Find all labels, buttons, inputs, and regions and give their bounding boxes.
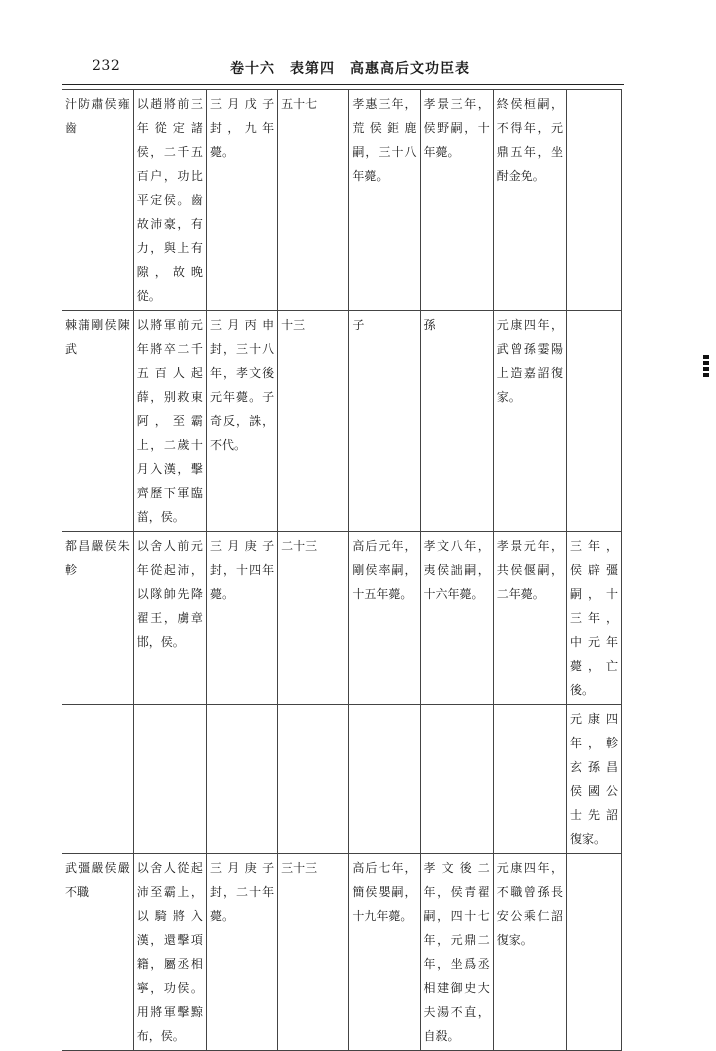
table-cell: 高后元年，剛侯率嗣，十五年薨。 [349,532,420,705]
table-cell [206,705,277,854]
table-cell: 三月庚子封，二十年薨。 [206,854,277,1051]
table-row [62,90,622,311]
table-cell [567,311,622,532]
page-number: 232 [92,58,121,74]
table-cell: 十三 [278,311,349,532]
table-cell [420,705,493,854]
table-cell: 三月庚子封，十四年薨。 [206,532,277,705]
table-cell: 三十三 [278,854,349,1051]
table-cell [493,705,566,854]
table-cell: 汁防肅侯雍齒 [62,90,133,311]
table-cell: 孝文後二年，侯青翟嗣，四十七年，元鼎二年，坐爲丞相建御史大夫湯不直，自殺。 [420,854,493,1051]
meritorious-officials-table [62,89,622,1051]
table-cell: 子 [349,311,420,532]
table-cell: 元康四年，武曾孫霎陽上造嘉詔復家。 [493,311,566,532]
table-cell [567,854,622,1051]
table-cell [349,705,420,854]
table-cell: 高后七年，簡侯嬰嗣，十九年薨。 [349,854,420,1051]
table-cell: 以舍人從起沛至霸上，以騎將入漢，還擊項籍，屬丞相寧，功侯。用將軍擊黥布，侯。 [133,854,206,1051]
header-rule [62,84,624,85]
table-cell: 以將軍前元年將卒二千五百人起薛，别救東阿，至霸上，二歲十月入漢，擊齊歷下軍臨菑，侯。 [133,311,206,532]
table-row [62,532,622,705]
table-cell: 元康四年，軫玄孫昌侯國公士先詔復家。 [567,705,622,854]
running-head: 卷十六 表第四 高惠高后文功臣表 [230,61,470,77]
table-cell [567,90,622,311]
table-cell: 孫 [420,311,493,532]
table-cell [278,705,349,854]
table-row [62,705,622,854]
table-cell: 棘蒲剛侯陳武 [62,311,133,532]
table-row [62,311,622,532]
table-cell: 武彊嚴侯嚴不職 [62,854,133,1051]
table-cell: 孝景三年，侯野嗣，十年薨。 [420,90,493,311]
table-row [62,854,622,1051]
thumb-index-mark [703,355,709,377]
table-cell: 孝惠三年，荒侯鉅鹿嗣，三十八年薨。 [349,90,420,311]
table-cell: 終侯桓嗣，不得年，元鼎五年，坐酎金免。 [493,90,566,311]
table-cell: 以舍人前元年從起沛，以隊帥先降翟王，虜章邯，侯。 [133,532,206,705]
table-cell: 三年，侯辟彊嗣，十三年，中元年薨，亡後。 [567,532,622,705]
table-cell: 孝景元年，共侯偃嗣，二年薨。 [493,532,566,705]
table-cell: 五十七 [278,90,349,311]
table-cell: 都昌嚴侯朱軫 [62,532,133,705]
table-cell [62,705,133,854]
table-cell: 元康四年，不職曾孫長安公乘仁詔復家。 [493,854,566,1051]
table-cell: 以趙將前三年從定諸侯，二千五百户，功比平定侯。齒故沛豪，有力，與上有隙，故晚從。 [133,90,206,311]
table-cell [133,705,206,854]
table-cell: 三月丙申封，三十八年，孝文後元年薨。子奇反，誅，不代。 [206,311,277,532]
table-cell: 三月戊子封，九年薨。 [206,90,277,311]
table-cell: 二十三 [278,532,349,705]
table-cell: 孝文八年，夷侯詘嗣，十六年薨。 [420,532,493,705]
